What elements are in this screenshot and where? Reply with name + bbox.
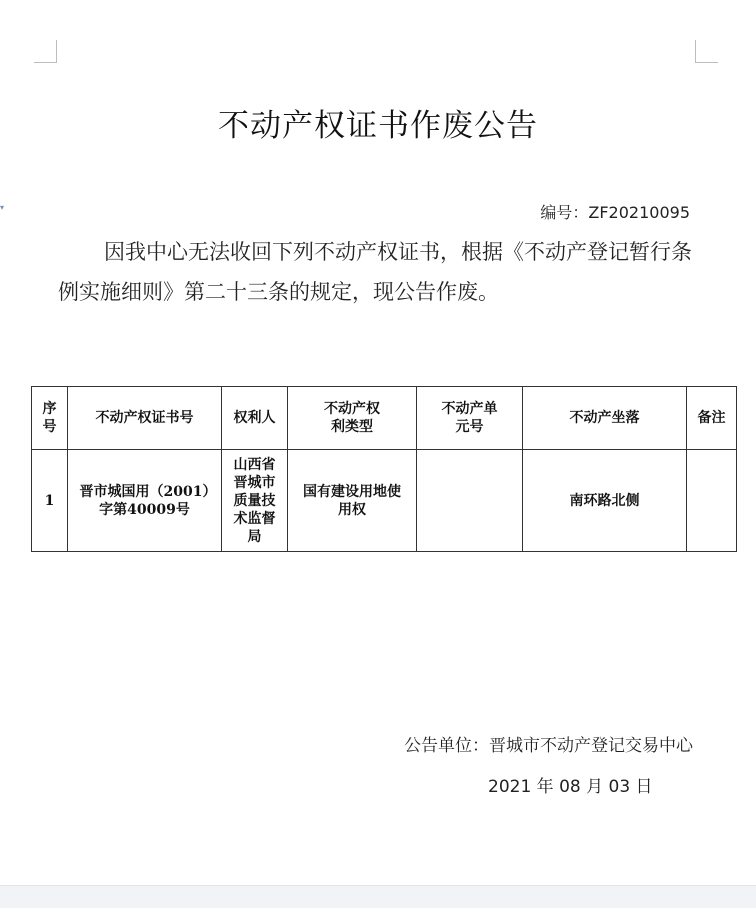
table-row xyxy=(32,450,737,552)
cell-location: 南环路北侧 xyxy=(523,450,687,552)
margin-marker-icon: ▾ xyxy=(0,203,5,212)
cell-right-type: 国有建设用地使用权 xyxy=(288,450,417,552)
viewer-bottom-bar xyxy=(0,885,756,908)
crop-mark-top-right xyxy=(695,40,718,63)
issue-date: 2021 年 08 月 03 日 xyxy=(488,777,653,797)
crop-mark-top-left xyxy=(34,40,57,63)
document-number: 编号：ZF20210095 xyxy=(540,203,690,222)
cell-remark xyxy=(687,450,737,552)
header-right-type: 不动产权利类型 xyxy=(288,387,417,450)
header-holder: 权利人 xyxy=(222,387,288,450)
header-remark: 备注 xyxy=(687,387,737,450)
certificate-table xyxy=(31,386,737,552)
header-unit-no: 不动产单元号 xyxy=(417,387,523,450)
announcement-paragraph: 因我中心无法收回下列不动产权证书，根据《不动产登记暂行条例实施细则》第二十三条的规定，现公告作废。 xyxy=(58,240,692,304)
cell-holder: 山西省晋城市质量技术监督局 xyxy=(222,450,288,552)
header-location: 不动产坐落 xyxy=(523,387,687,450)
header-seq: 序号 xyxy=(32,387,68,450)
header-cert-no: 不动产权证书号 xyxy=(68,387,222,450)
cell-cert-no: 晋市城国用（2001）字第40009号 xyxy=(68,450,222,552)
cell-unit-no xyxy=(417,450,523,552)
issuing-unit: 公告单位：晋城市不动产登记交易中心 xyxy=(404,736,693,756)
cell-seq: 1 xyxy=(32,450,68,552)
table-header-row xyxy=(32,387,737,450)
page-title: 不动产权证书作废公告 xyxy=(218,108,538,144)
